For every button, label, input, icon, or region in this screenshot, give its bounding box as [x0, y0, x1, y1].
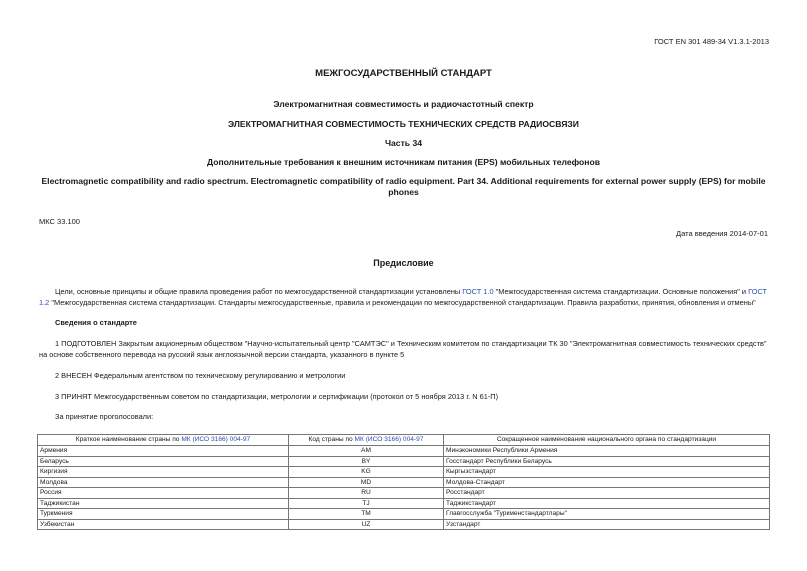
voting-countries-table — [37, 434, 770, 530]
organization-cell: Минэкономики Республики Армения — [444, 446, 770, 457]
country-cell: Россия — [38, 488, 289, 499]
voted-label-text: За принятие проголосовали: — [55, 412, 154, 421]
country-cell: Молдова — [38, 477, 289, 488]
column-header-country-text: Краткое наименование страны по — [75, 436, 182, 444]
code-cell: RU — [289, 488, 444, 499]
code-cell: MD — [289, 477, 444, 488]
table-header-row — [38, 435, 770, 446]
item-3-text: 3 ПРИНЯТ Межгосударственным советом по стандартизации, метрологии и сертификации (протокол от 5 ноября 2013 г. N 61-П) — [55, 392, 499, 401]
subtitle-heading: Электромагнитная совместимость и радиочастотный спектр — [273, 99, 534, 109]
mk-iso-link[interactable]: МК (ИСО 3166) 004-97 — [181, 436, 251, 444]
standard-info-heading — [39, 318, 768, 329]
code-cell: BY — [289, 456, 444, 467]
preface-heading: Предисловие — [373, 258, 434, 268]
item-2-text: 2 ВНЕСЕН Федеральным агентством по техническому регулированию и метрологии — [55, 371, 346, 380]
table-row — [38, 446, 770, 457]
country-cell: Таджикистан — [38, 498, 289, 509]
table-row — [38, 509, 770, 520]
table-row — [38, 488, 770, 499]
organization-cell: Росстандарт — [444, 488, 770, 499]
gost-1-2-link[interactable]: ГОСТ 1.2 — [39, 287, 768, 307]
additional-requirements-heading: Дополнительные требования к внешним источникам питания (EPS) мобильных телефонов — [206, 157, 601, 167]
gost-1-0-link[interactable]: ГОСТ 1.0 — [462, 287, 494, 296]
standard-type-heading: МЕЖГОСУДАРСТВЕННЫЙ СТАНДАРТ — [315, 68, 492, 79]
code-cell: TM — [289, 509, 444, 520]
introduction-date: Дата введения 2014-07-01 — [676, 229, 768, 238]
country-cell: Туркмения — [38, 509, 289, 520]
voted-label — [39, 412, 768, 423]
document-code: ГОСТ EN 301 489-34 V1.3.1-2013 — [654, 37, 769, 46]
table-row — [38, 498, 770, 509]
mks-code: МКС 33.100 — [39, 217, 80, 226]
organization-cell: Молдова-Стандарт — [444, 477, 770, 488]
preface-text-1: Цели, основные принципы и общие правила проведения работ по межгосударственной стандартизации установлены — [55, 287, 463, 296]
column-header-country — [38, 435, 289, 446]
organization-cell: Главгосслужба "Туркменстандартлары" — [444, 509, 770, 520]
column-header-code — [289, 435, 444, 446]
table-row — [38, 467, 770, 478]
country-cell: Киргизия — [38, 467, 289, 478]
organization-cell: Узстандарт — [444, 519, 770, 530]
main-title: ЭЛЕКТРОМАГНИТНАЯ СОВМЕСТИМОСТЬ ТЕХНИЧЕСКИХ СРЕДСТВ РАДИОСВЯЗИ — [228, 119, 579, 129]
column-header-code-text: Код страны по — [308, 436, 355, 444]
code-cell: KG — [289, 467, 444, 478]
table-row — [38, 477, 770, 488]
code-cell: UZ — [289, 519, 444, 530]
column-header-organization: Сокращенное наименование национального органа по стандартизации — [444, 435, 770, 446]
preface-text-3: "Межгосударственная система стандартизации. Стандарты межгосударственные, правила и рекомендации по межгосударственной стандартизации. Правила разработки, принятия, обновления и отмены" — [49, 297, 756, 307]
organization-cell: Кыргызстандарт — [444, 467, 770, 478]
code-cell: TJ — [289, 498, 444, 509]
table-row — [38, 519, 770, 530]
country-cell: Армения — [38, 446, 289, 457]
code-cell: AM — [289, 446, 444, 457]
standard-info-heading-text: Сведения о стандарте — [55, 318, 137, 327]
part-heading: Часть 34 — [384, 138, 423, 148]
preface-paragraph — [39, 287, 768, 308]
item-3-adopted — [39, 392, 768, 403]
item-1-text: 1 ПОДГОТОВЛЕН Закрытым акционерным обществом "Научно-испытательный центр "САМТЭС" и Техническим комитетом по стандартизации ТК 30 "Электромагнитная совместимость технических средств" на основе собственного перевода на русский язык англоязычной версии стандарта, указанного в пункте 5 — [39, 339, 767, 359]
item-2-introduced — [39, 371, 768, 382]
english-title: Electromagnetic compatibility and radio spectrum. Electromagnetic compatibility of radio equipment. Part 34. Additional requirements for external power supply (EPS) for mobile phones — [41, 176, 766, 197]
organization-cell: Госстандарт Республики Беларусь — [444, 456, 770, 467]
country-cell: Узбекистан — [38, 519, 289, 530]
organization-cell: Таджикстандарт — [444, 498, 770, 509]
country-cell: Беларусь — [38, 456, 289, 467]
table-row — [38, 456, 770, 467]
mk-iso-link[interactable]: МК (ИСО 3166) 004-97 — [354, 436, 424, 444]
item-1-prepared — [39, 339, 768, 360]
preface-text-2: "Межгосударственная система стандартизации. Основные положения" и — [493, 287, 749, 296]
